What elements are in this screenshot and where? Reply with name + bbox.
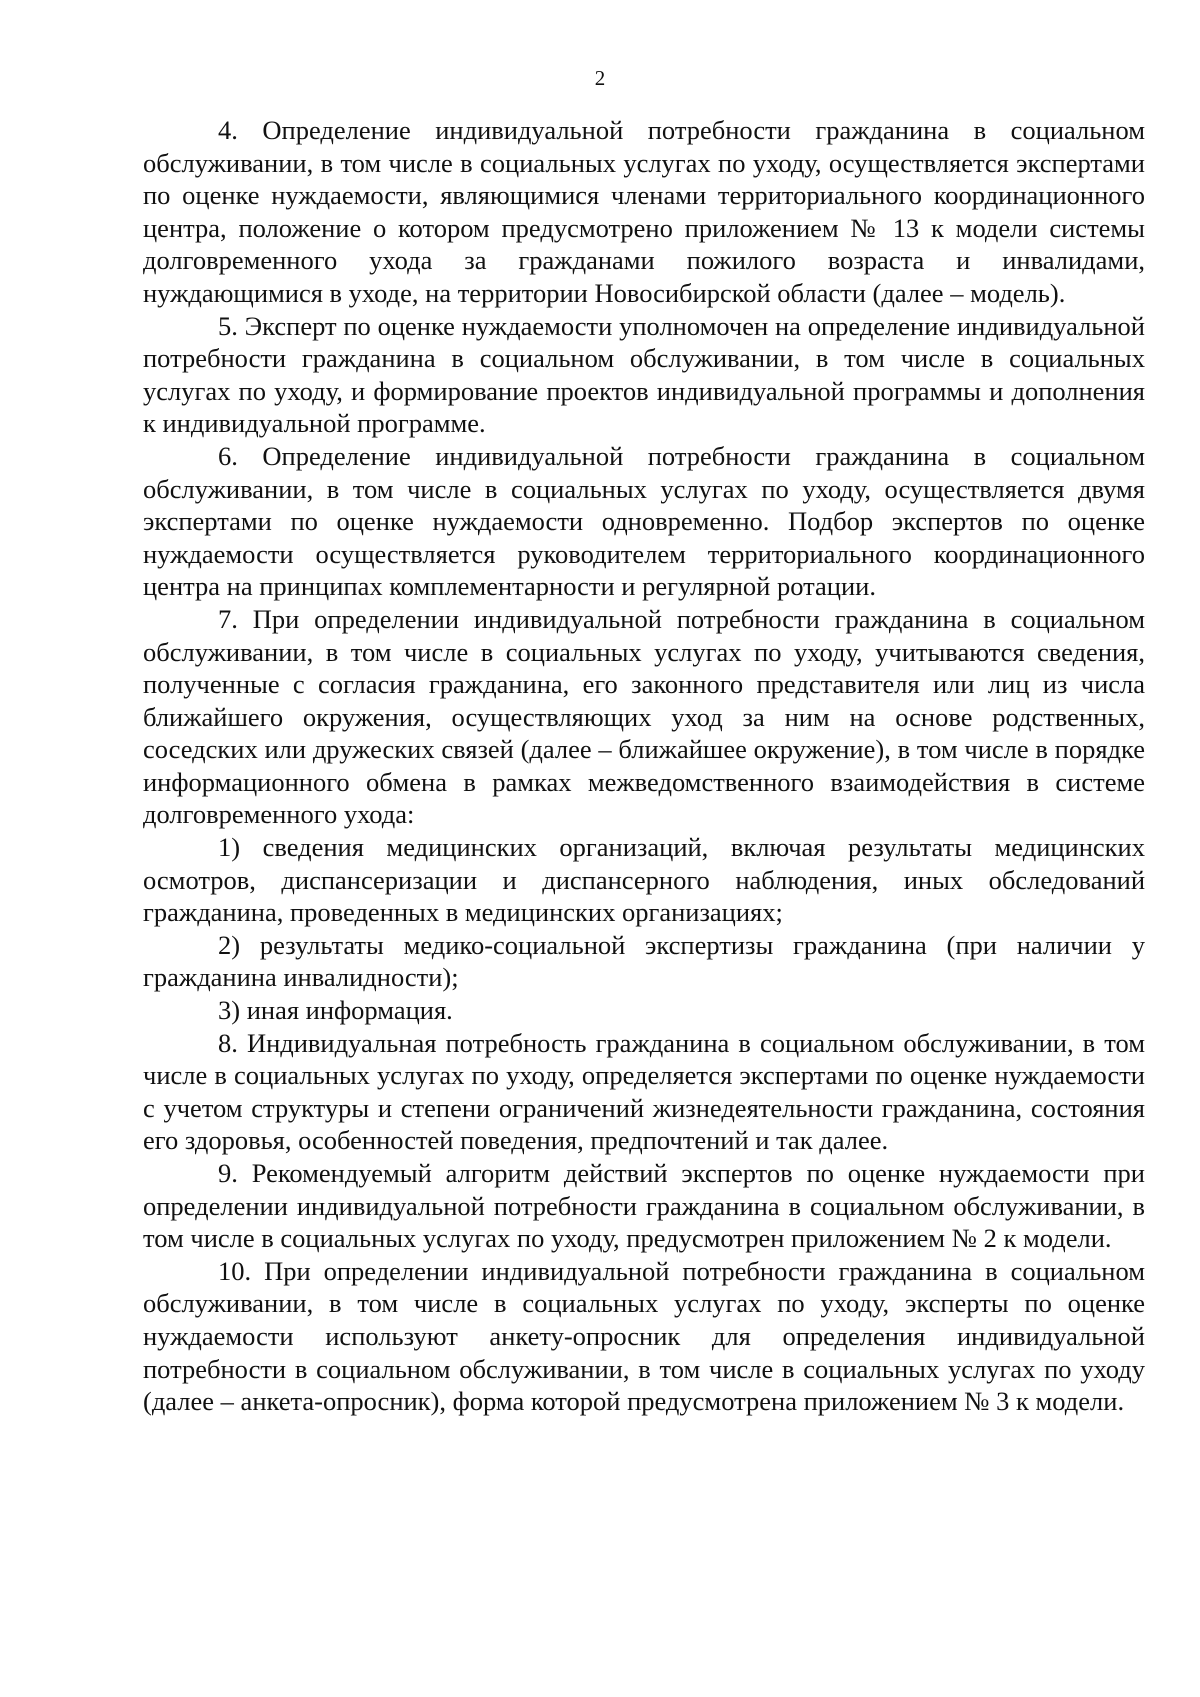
paragraph-8: 8. Индивидуальная потребность гражданина в социальном обслуживании, в том числе в социальных услугах по уходу, определяется экспертами по оценке нуждаемости с учетом структуры и степени ограничений жизнедеятельности гражданина, состояния его здоровья, особенностей поведения, предпочтений и так далее. xyxy=(143,1027,1145,1156)
paragraph-10: 10. При определении индивидуальной потребности гражданина в социальном обслуживании, в том числе в социальных услугах по уходу, эксперты по оценке нуждаемости используют анкету-опросник для определения индивидуальной потребности в социальном обслуживании, в том числе в социальных услугах по уходу (далее – анкета-опросник), форма которой предусмотрена приложением № 3 к модели. xyxy=(143,1255,1145,1417)
paragraph-6: 6. Определение индивидуальной потребности гражданина в социальном обслуживании, в том числе в социальных услугах по уходу, осуществляется двумя экспертами по оценке нуждаемости одновременно. Подбор экспертов по оценке нуждаемости осуществляется руководителем территориального координационного центра на принципах комплементарности и регулярной ротации. xyxy=(143,440,1145,602)
list-item-3: 3) иная информация. xyxy=(218,995,453,1026)
list-item-1: 1) сведения медицинских организаций, включая результаты медицинских осмотров, диспансеризации и диспансерного наблюдения, иных обследований гражданина, проведенных в медицинских организациях; xyxy=(143,832,1145,928)
paragraph-5: 5. Эксперт по оценке нуждаемости уполномочен на определение индивидуальной потребности гражданина в социальном обслуживании, в том числе в социальных услугах по уходу, и формирование проектов индивидуальной программы и дополнения к индивидуальной программе. xyxy=(143,310,1145,439)
document-body xyxy=(143,114,1145,1418)
list-item-2: 2) результаты медико-социальной экспертизы гражданина (при наличии у гражданина инвалидности); xyxy=(143,929,1145,993)
paragraph-4: 4. Определение индивидуальной потребности гражданина в социальном обслуживании, в том числе в социальных услугах по уходу, осуществляется экспертами по оценке нуждаемости, являющимися членами территориального координационного центра, положение о котором предусмотрено приложением № 13 к модели системы долговременного ухода за гражданами пожилого возраста и инвалидами, нуждающимися в уходе, на территории Новосибирской области (далее – модель). xyxy=(143,115,1145,308)
page-number: 2 xyxy=(594,66,606,90)
paragraph-7: 7. При определении индивидуальной потребности гражданина в социальном обслуживании, в том числе в социальных услугах по уходу, учитываются сведения, полученные с согласия гражданина, его законного представителя или лиц из числа ближайшего окружения, осуществляющих уход за ним на основе родственных, соседских или дружеских связей (далее – ближайшее окружение), в том числе в порядке информационного обмена в рамках межведомственного взаимодействия в системе долговременного ухода: xyxy=(143,603,1145,830)
paragraph-9: 9. Рекомендуемый алгоритм действий экспертов по оценке нуждаемости при определении индивидуальной потребности гражданина в социальном обслуживании, в том числе в социальных услугах по уходу, предусмотрен приложением № 2 к модели. xyxy=(143,1158,1145,1254)
